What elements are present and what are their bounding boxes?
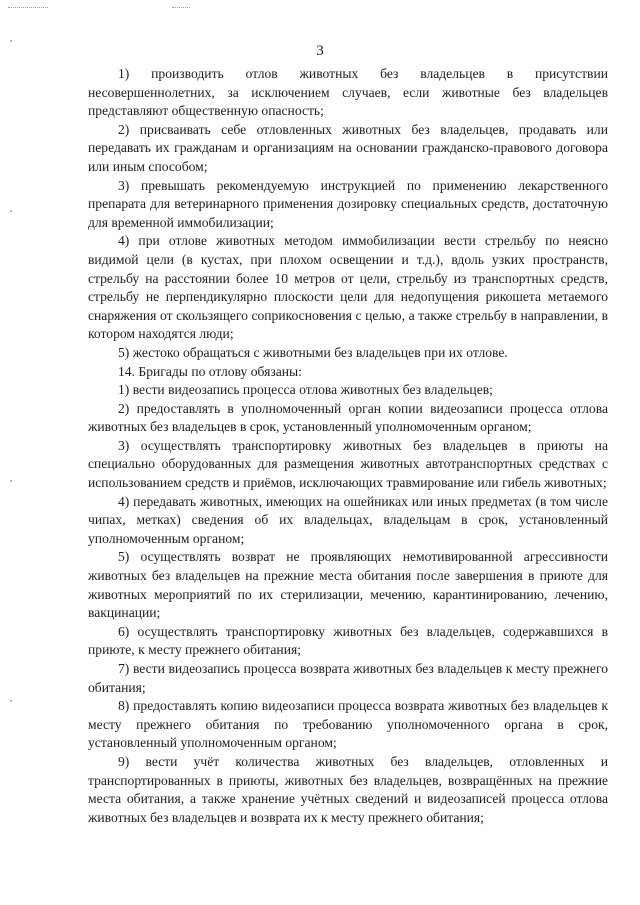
paragraph-duty-9: 9) вести учёт количества животных без владельцев, отловленных и транспортированных в приюты, животных без владельцев, возвращённых на прежние места обитания, а также хранение учётных сведений и видеозаписей процесса отлова животных без владельцев и возврата их к месту прежнего обитания;	[88, 753, 608, 825]
paragraph-duty-3: 3) осуществлять транспортировку животных без владельцев в приюты на специально оборудованных для размещения животных автотранспортных средствах с использованием средств и приёмов, исключающих травмирование или гибель животных;	[88, 437, 608, 491]
paragraph-prohibition-2: 2) присваивать себе отловленных животных без владельцев, продавать или передавать их гражданам и организациям на основании гражданско-правового договора или иным способом;	[88, 121, 608, 174]
paragraph-duty-2: 2) предоставлять в уполномоченный орган копии видеозаписи процесса отлова животных без владельцев в срок, установленный уполномоченным органом;	[88, 400, 608, 435]
scan-artifact	[10, 700, 12, 702]
scan-artifact	[172, 7, 190, 9]
paragraph-duty-7: 7) вести видеозапись процесса возврата животных без владельцев к месту прежнего обитания;	[88, 661, 608, 695]
section-heading-14: 14. Бригады по отлову обязаны:	[118, 363, 302, 379]
paragraph-prohibition-3: 3) превышать рекомендуемую инструкцией по применению лекарственного препарата для ветеринарного применения дозировку специальных средств, достаточную для временной иммобилизации;	[88, 177, 608, 230]
paragraph-duty-5: 5) осуществлять возврат не проявляющих немотивированной агрессивности животных без владельцев на прежние места обитания после завершения в приюте для животных мероприятий по их стерилизации, мечению, карантинированию, лечению, вакцинации;	[88, 549, 608, 621]
paragraph-duty-4: 4) передавать животных, имеющих на ошейниках или иных предметах (в том числе чипах, метках) сведения об их владельцах, владельцам в срок, установленный уполномоченным органом;	[88, 493, 608, 546]
paragraph-duty-6: 6) осуществлять транспортировку животных без владельцев, содержавшихся в приюте, к месту прежнего обитания;	[88, 623, 608, 658]
document-body	[88, 65, 608, 827]
paragraph-prohibition-1: 1) производить отлов животных без владельцев в присутствии несовершеннолетних, за исключением случаев, если животные без владельцев представляют общественную опасность;	[88, 66, 608, 119]
paragraph-duty-1: 1) вести видеозапись процесса отлова животных без владельцев;	[118, 382, 493, 398]
paragraph-duty-8: 8) предоставлять копию видеозаписи процесса возврата животных без владельцев к месту прежнего обитания по требованию уполномоченного органа в срок, установленный уполномоченным органом;	[88, 698, 608, 751]
scan-artifact	[10, 480, 12, 482]
scan-artifact	[10, 40, 12, 42]
paragraph-prohibition-4: 4) при отлове животных методом иммобилизации вести стрельбу по неясно видимой цели (в кустах, при плохом освещении и т.д.), вдоль узких пространств, стрельбу на расстоянии более 10 метров от цели, стрельбу из транспортных средств, стрельбу не перпендикулярно плоскости цели для недопущения рикошета метаемого снаряжения от скользящего соприкосновения с целью, а также стрельбу в направлении, в котором находятся люди;	[88, 233, 608, 342]
scan-artifact	[10, 210, 12, 212]
scan-artifact	[8, 7, 48, 9]
page-number: 3	[316, 43, 324, 59]
paragraph-prohibition-5: 5) жестоко обращаться с животными без владельцев при их отлове.	[118, 344, 508, 360]
